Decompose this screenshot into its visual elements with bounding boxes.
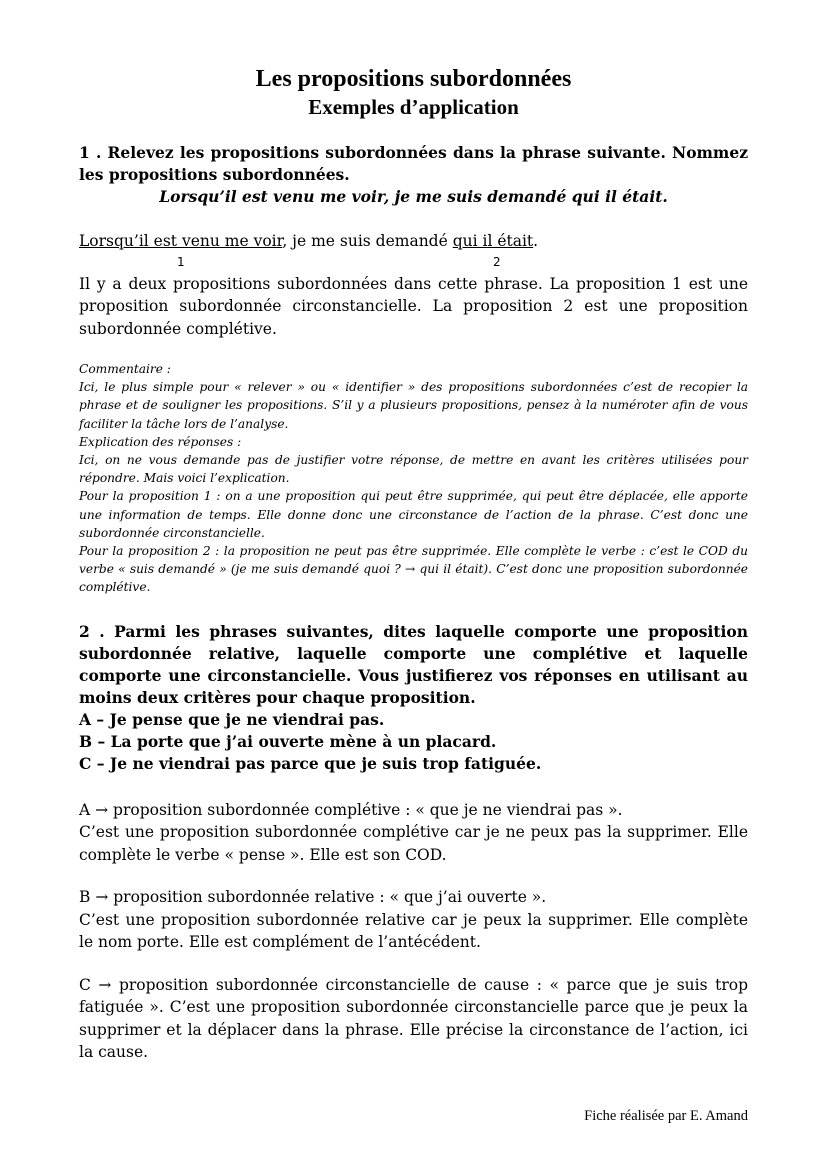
question-2-prompt: 2 . Parmi les phrases suivantes, dites laquelle comporte une proposition subordonnée relative, laquelle comporte une complétive et laquelle comporte une circonstancielle. Vous justifierez vos réponses en utilisant au moins deux critères pour chaque proposition. [79,621,748,707]
answer-c-head: C → proposition subordonnée circonstancielle de cause : « parce que je suis trop fatiguée ». [79,975,748,1017]
sentence-end: . [533,232,539,250]
page-title: Les propositions subordonnées [255,66,572,92]
proposition-numbers [79,253,748,273]
footer-credit: Fiche réalisée par E. Amand [584,1108,748,1124]
explanation-proposition-1: Pour la proposition 1 : on a une proposition qui peut être supprimée, qui peut être déplacée, elle apporte une information de temps. Elle donne donc une circonstance de l’action de la phrase. C’est donc une subordonnée circonstancielle. [79,489,748,540]
explanation-paragraph: Ici, on ne vous demande pas de justifier votre réponse, de mettre en avant les critères utilisées pour répondre. Mais voici l’explication. [79,453,748,486]
explanation-proposition-2: Pour la proposition 2 : la proposition ne peut pas être supprimée. Elle complète le verbe : c’est le COD du verbe « suis demandé » (je me suis demandé quoi ? → qui il était). C’est donc une proposition subordonnée complétive. [79,544,748,595]
question-2-item-b: B – La porte que j’ai ouverte mène à un placard. [79,731,497,751]
proposition-2: qui il était [452,232,534,250]
answer-c-body: C’est une proposition subordonnée circonstancielle parce que je peux la supprimer et la déplacer dans la phrase. Elle précise la circonstance de l’action, ici la cause. [79,998,749,1062]
answer-a-text: C’est une proposition subordonnée complétive car je ne peux pas la supprimer. Elle complète le verbe « pense ». Elle est son COD. [79,823,748,864]
comment-heading: Commentaire : [79,362,171,376]
document-page [79,64,748,1064]
proposition-1: Lorsqu’il est venu me voir [79,232,283,250]
answer-b-head: B → proposition subordonnée relative : « que j’ai ouverte ». [79,888,547,907]
page-subtitle: Exemples d’application [308,95,519,119]
proposition-number-2: 2 [493,254,501,269]
answer-b-text: C’est une proposition subordonnée relative car je peux la supprimer. Elle complète le nom porte. Elle est complément de l’antécédent. [79,910,748,952]
explanation-heading: Explication des réponses : [79,434,242,449]
comment-block [79,360,748,597]
answer-1-sentence [79,230,748,253]
proposition-number-1: 1 [177,254,185,269]
question-1-prompt: 1 . Relevez les propositions subordonnées dans la phrase suivante. Nommez les propositions subordonnées. [79,143,748,184]
answer-1-explanation: Il y a deux propositions subordonnées dans cette phrase. La proposition 1 est une proposition subordonnée circonstancielle. La proposition 2 est une proposition subordonnée complétive. [79,274,748,338]
main-clause: , je me suis demandé [282,232,453,250]
question-1-sentence: Lorsqu’il est venu me voir, je me suis demandé qui il était. [159,187,668,206]
answer-a-head: A → proposition subordonnée complétive : « que je ne viendrai pas ». [79,800,623,819]
question-2-item-c: C – Je ne viendrai pas parce que je suis trop fatiguée. [79,753,542,773]
comment-paragraph: Ici, le plus simple pour « relever » ou « identifier » des propositions subordonnées c’est de recopier la phrase et de souligner les propositions. S’il y a plusieurs propositions, pensez à la numéroter afin de vous faciliter la tâche lors de l’analyse. [79,380,748,431]
question-2-item-a: A – Je pense que je ne viendrai pas. [79,709,385,729]
answer-c-text [79,974,748,1064]
